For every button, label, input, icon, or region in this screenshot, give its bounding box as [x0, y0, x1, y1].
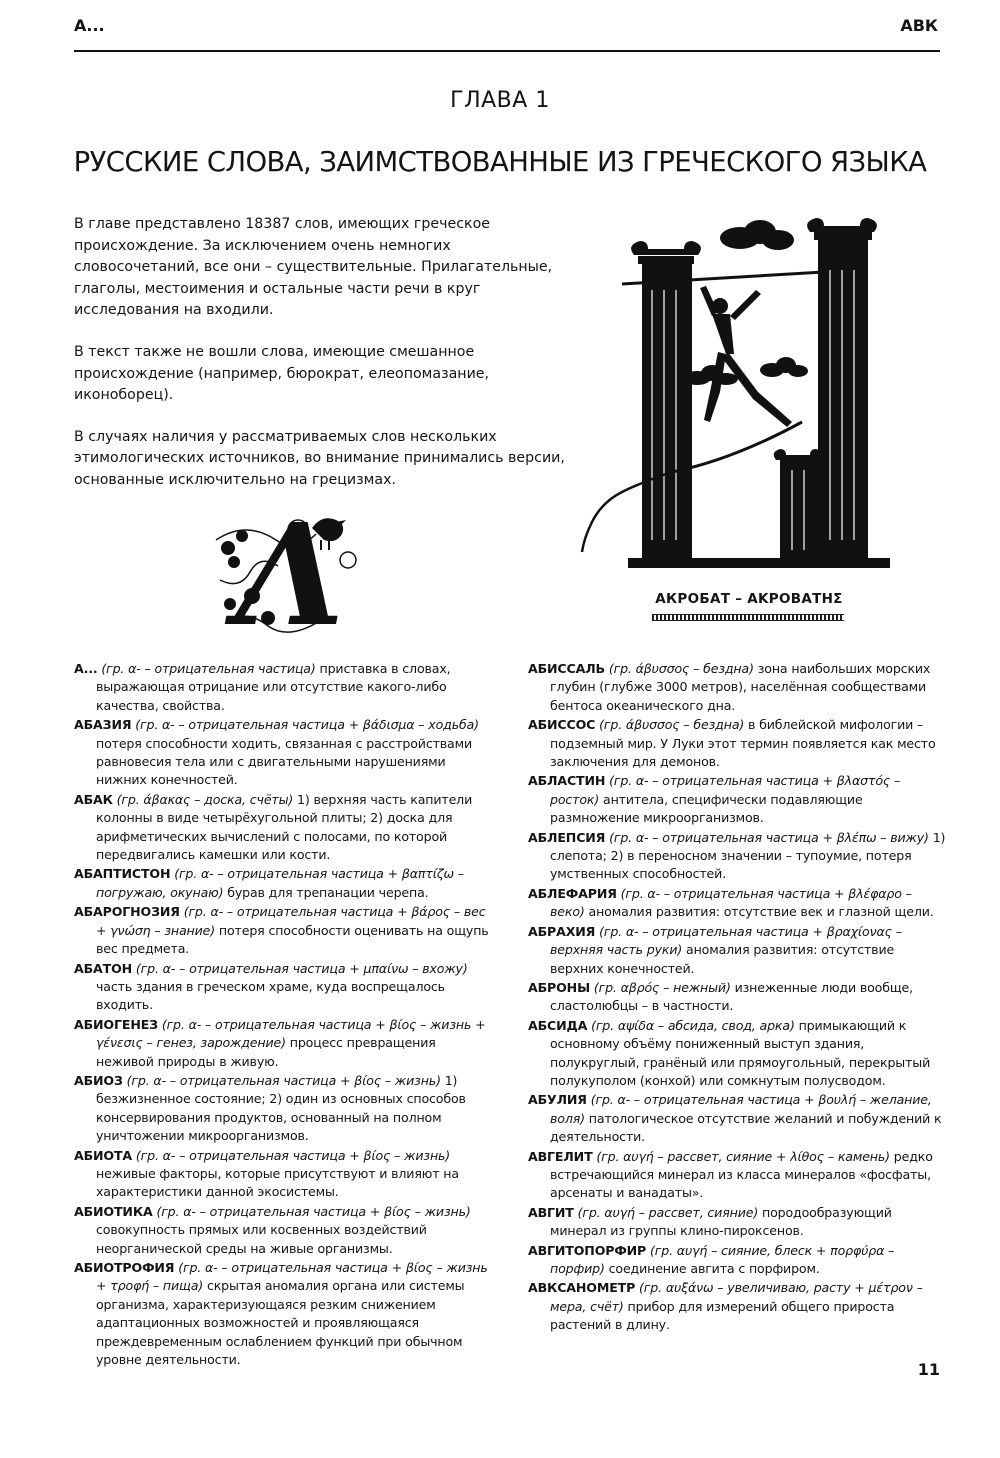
entry-headword: АБСИДА [528, 1017, 588, 1033]
decorative-initial [208, 500, 366, 640]
entry-headword: АБЛАСТИН [528, 773, 606, 789]
entry-definition: 1) верхняя часть капители колонны в виде четырёхугольной плиты; 2) доска для арифметических вычислений с полосами, по которой передвигались камешки или кости. [96, 791, 473, 863]
entry-headword: АВГИТОПОРФИР [528, 1242, 647, 1258]
entry-headword: АБРОНЫ [528, 979, 590, 995]
entry-etymology: (гр. α- – отрицательная частица + βλέφαρο – веко) [550, 885, 912, 920]
dictionary-entry [74, 1147, 492, 1202]
entry-etymology: (гр. α- – отрицательная частица + βάδισμα – ходьба) [135, 717, 479, 733]
dictionary-entry [528, 772, 946, 827]
entry-headword: АБАПТИСТОН [74, 866, 171, 882]
entry-headword: АБРАХИЯ [528, 923, 596, 939]
dictionary-column-right [528, 660, 946, 1336]
dictionary-entry [74, 903, 492, 958]
entry-etymology: (гр. α- – отрицательная частица + βίος – жизнь) [156, 1203, 471, 1219]
entry-headword: АБИОЗ [74, 1072, 123, 1088]
entry-etymology: (гр. α- – отрицательная частица + βίος – жизнь) [135, 1147, 451, 1163]
entry-definition: неживые факторы, которые присутствуют и влияют на характеристики данной экосистемы. [96, 1165, 459, 1200]
intro-paragraph: В главе представлено 18387 слов, имеющих греческое происхождение. За исключением очень немногих словосочетаний, все они – существительные. Прилагательные, глаголы, местоимения и остальные части речи в круг исследования на входили. [74, 216, 553, 319]
entry-etymology: (гр. α- – отрицательная частица + βίος – жизнь + τροφή – пища) [96, 1260, 488, 1294]
entry-definition: в библейской мифологии – подземный мир. У Луки этот термин появляется как место заключения для демонов. [550, 717, 936, 770]
entry-definition: потеря способности оценивать на ощупь вес предмета. [96, 922, 489, 957]
entry-headword: АБАТОН [74, 960, 133, 976]
entry-headword: АБИОТА [74, 1147, 133, 1163]
entry-etymology: (гр. α- – отрицательная частица + βίος – жизнь) [126, 1072, 441, 1088]
running-header-right: АВК [900, 16, 938, 35]
entry-headword: АБИОТИКА [74, 1203, 153, 1219]
entry-headword: АБИОТРОФИЯ [74, 1260, 175, 1275]
entry-headword: АБАК [74, 791, 113, 807]
entry-etymology: (гр. α- – отрицательная частица + βίος – жизнь + γένεσις – генез, зарождение) [96, 1016, 486, 1051]
dictionary-entry [528, 829, 946, 884]
header-rule [74, 50, 940, 52]
entry-headword: АБИССАЛЬ [528, 661, 605, 676]
entry-definition: зона наибольших морских глубин (глубже 3000 метров), населённая сообществами бентоса океанического дна. [550, 661, 931, 713]
entry-definition: часть здания в греческом храме, куда воспрещалось входить. [96, 978, 445, 1013]
entry-etymology: (гр. αυγή – сияние, блеск + πορφύρα – порфир) [550, 1242, 895, 1276]
entry-headword: АВГИТ [528, 1204, 574, 1220]
entry-etymology: (гр. α- – отрицательная частица + βραχίονας – верхняя часть руки) [550, 923, 902, 958]
entry-headword: АВКСАНОМЕТР [528, 1280, 636, 1296]
entry-definition: породообразующий минерал из группы клино-пироксенов. [550, 1204, 892, 1239]
entry-headword: АБЛЕФАРИЯ [528, 885, 617, 901]
dictionary-entry [528, 1091, 946, 1146]
entry-definition: процесс превращения неживой природы в живую. [96, 1035, 436, 1069]
entry-headword: АБАЗИЯ [74, 717, 132, 733]
dictionary-entry [528, 1204, 946, 1241]
intro-paragraph: В случаях наличия у рассматриваемых слов нескольких этимологических источников, во внимание принимались версии, основанные исключительно на грецизмах. [74, 428, 565, 488]
entry-definition: патологическое отсутствие желаний и побуждений к деятельности. [550, 1110, 942, 1145]
dictionary-entry [74, 1016, 492, 1071]
dictionary-entry [528, 1279, 946, 1334]
dictionary-entry [74, 1203, 492, 1258]
dictionary-entry [74, 716, 492, 790]
dictionary-entry [528, 1017, 946, 1091]
chapter-label: ГЛАВА 1 [450, 88, 550, 113]
entry-headword: АБАРОГНОЗИЯ [74, 904, 180, 920]
entry-headword: А... [74, 661, 98, 676]
dictionary-entry [74, 865, 492, 902]
dictionary-entry [528, 979, 946, 1016]
entry-etymology: (гр. α- – отрицательная частица + μπαίνω – вхожу) [135, 960, 468, 976]
illustration-caption: АКРОБАТ – ΑΚΡΟΒΑΤΗΣ [655, 591, 843, 607]
caption-ornament-rule [652, 614, 844, 621]
dictionary-entry [74, 1259, 492, 1369]
entry-headword: АБУЛИЯ [528, 1092, 587, 1108]
intro-paragraph: В текст также не вошли слова, имеющие смешанное происхождение (например, бюрократ, елеопомазание, иконоборец). [74, 343, 490, 404]
intro-text [74, 214, 579, 512]
entry-etymology: (гр. α- – отрицательная частица + βλέπω – вижу) [609, 829, 929, 845]
entry-etymology: (гр. άβυσσος – бездна) [608, 661, 754, 676]
entry-definition: соединение авгита с порфиром. [608, 1261, 820, 1276]
entry-definition: изнеженные люди вообще, сластолюбцы – в частности. [550, 979, 914, 1014]
entry-etymology: (гр. άβυσσος – бездна) [599, 717, 745, 733]
entry-definition: приставка в словах, выражающая отрицание или отсутствие какого-либо качества, свойства. [96, 661, 451, 713]
entry-headword: АБИССОС [528, 717, 596, 733]
entry-headword: АБЛЕПСИЯ [528, 829, 606, 845]
entry-definition: прибор для измерений общего прироста растений в длину. [550, 1298, 895, 1333]
entry-etymology: (гр. α- – отрицательная частица + βουλή – желание, воля) [550, 1092, 932, 1126]
entry-definition: редко встречающийся минерал из класса минералов «фосфаты, арсенаты и ванадаты». [550, 1148, 933, 1201]
entry-definition: аномалия развития: отсутствие век и глазной щели. [588, 904, 934, 920]
dictionary-entry [74, 791, 492, 865]
entry-etymology: (гр. α- – отрицательная частица) [101, 661, 316, 676]
entry-etymology: (гр. α- – отрицательная частица + βλαστός – росток) [550, 773, 901, 807]
dictionary-entry [74, 960, 492, 1015]
entry-etymology: (гр. αβρός – нежный) [593, 979, 731, 995]
entry-headword: АВГЕЛИТ [528, 1148, 593, 1164]
dictionary-entry [528, 1242, 946, 1279]
entry-etymology: (гр. αψίδα – абсида, свод, арка) [591, 1017, 795, 1033]
entry-definition: антитела, специфически подавляющие размножение микроорганизмов. [550, 791, 863, 826]
dictionary-entry [528, 716, 946, 771]
dictionary-entry [528, 660, 946, 715]
entry-definition: 1) слепота; 2) в переносном значении – тупоумие, потеря умственных способностей. [550, 829, 946, 882]
dictionary-entry [74, 1072, 492, 1146]
acrobat-illustration [572, 210, 902, 580]
dictionary-entry [528, 885, 946, 922]
dictionary-entry [528, 1148, 946, 1203]
entry-definition: примыкающий к основному объёму пониженный выступ здания, полукруглый, гранёный или прямоугольный, перекрытый полукуполом (конхой) или сомкнутым полусводом. [550, 1017, 931, 1088]
entry-definition: совокупность прямых или косвенных воздействий неорганической среды на живые организмы. [96, 1222, 427, 1256]
entry-etymology: (гр. άβακας – доска, счёты) [116, 791, 294, 807]
entry-headword: АБИОГЕНЕЗ [74, 1016, 158, 1032]
page-number: 11 [917, 1360, 940, 1379]
entry-etymology: (гр. αυξάνω – увеличиваю, расту + μέτρον – мера, счёт) [550, 1280, 923, 1314]
entry-etymology: (гр. αυγή – рассвет, сияние + λίθος – камень) [596, 1148, 890, 1164]
dropcap-letter: Λ [235, 500, 345, 640]
entry-definition: потеря способности ходить, связанная с расстройствами равновесия тела или с двигательными нарушениями нижних конечностей. [96, 735, 472, 788]
dictionary-column-left [74, 660, 492, 1370]
entry-definition: бурав для трепанации черепа. [227, 884, 429, 900]
dictionary-entry [528, 923, 946, 978]
running-header-left: А... [74, 16, 105, 35]
entry-etymology: (гр. α- – отрицательная частица + βαπτίζω – погружаю, окунаю) [96, 866, 464, 900]
entry-etymology: (гр. α- – отрицательная частица + βάρος – вес + γνώση – знание) [96, 904, 486, 938]
entry-definition: аномалия развития: отсутствие верхних конечностей. [550, 942, 895, 976]
chapter-title: РУССКИЕ СЛОВА, ЗАИМСТВОВАННЫЕ ИЗ ГРЕЧЕСКОГО ЯЗЫКА [73, 146, 927, 178]
entry-etymology: (гр. αυγή – рассвет, сияние) [577, 1204, 759, 1220]
dictionary-entry [74, 660, 492, 715]
entry-definition: скрытая аномалия органа или системы организма, характеризующаяся резким снижением адаптационных возможностей и проявляющаяся преждевременным ослаблением функций при обычном уровне деятельности. [96, 1278, 465, 1368]
entry-definition: 1) безжизненное состояние; 2) один из основных способов консервирования продуктов, основанный на полном уничтожении микроорганизмов. [96, 1072, 466, 1144]
